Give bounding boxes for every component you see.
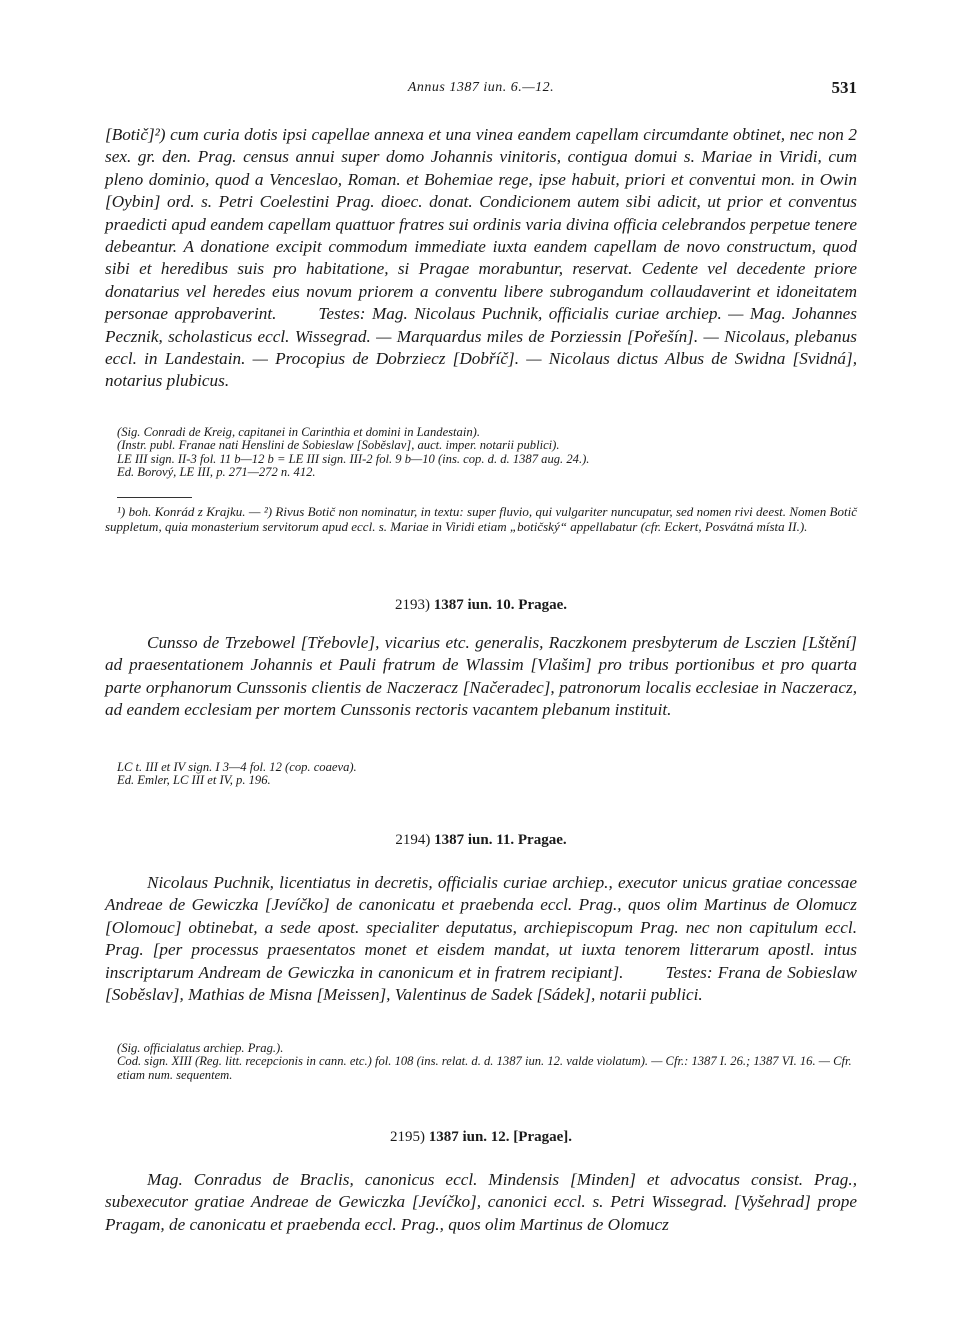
running-head bbox=[105, 80, 857, 104]
entry-text-block bbox=[105, 872, 857, 1006]
running-title: Annus 1387 iun. 6.—12. bbox=[407, 80, 555, 95]
source-line: (Instr. publ. Franae nati Henslini de Sobieslaw [Soběslav], auct. imper. notarii publici). bbox=[117, 438, 560, 453]
entry-witnesses: Testes: Frana de Sobieslaw [Soběslav], Mathias de Misna [Meissen], Valentinus de Sadek [Sádek], notarii publici. bbox=[105, 962, 857, 1005]
continuation-witnesses: Testes: Mag. Nicolaus Puchnik, officialis curiae archiep. — Mag. Johannes Pecznik, scholasticus eccl. Wissegrad. — Marquardus miles de Porziessin [Pořešín]. — Nicolaus, plebanus eccl. in Landestain. — Procopius de Dobrziecz [Dobříč]. — Nicolaus dictus Albus de Swidna [Svidná], notarius plubicus. bbox=[105, 304, 857, 391]
continuation-paragraph bbox=[105, 124, 857, 393]
footnote-rule bbox=[117, 497, 192, 498]
continuation-text-block bbox=[105, 124, 857, 393]
continuation-sources bbox=[117, 426, 857, 480]
source-line: Cod. sign. XIII (Reg. litt. recepcionis in cann. etc.) fol. 108 (ins. relat. d. d. 1387 iun. 12. valde violatum). — Cfr.: 1387 I. 26.; 1387 VI. 16. — Cfr. etiam num. sequentem. bbox=[117, 1054, 852, 1082]
source-line: LE III sign. II-3 fol. 11 b—12 b = LE III sign. III-2 fol. 9 b—10 (ins. cop. d. d. 1387 aug. 24.). bbox=[117, 451, 590, 466]
source-line: (Sig. officialatus archiep. Prag.). bbox=[117, 1041, 284, 1055]
entry-heading bbox=[105, 597, 857, 614]
entry-heading bbox=[105, 832, 857, 849]
entry-number: 2193) bbox=[394, 597, 430, 613]
entry-number: 2195) bbox=[389, 1129, 425, 1145]
footnote-text: ¹) boh. Konrád z Krajku. — ²) Rivus Botič non nominatur, in textu: super fluvio, qui vulgariter nuncupatur, sed nomen rivi deest. Nomen Botič suppletum, quia monasterium servitorum apud eccl. s. Mariae in Viridi etiam „botičský“ appellabatur (cfr. Eckert, Posvátná místa II.). bbox=[105, 504, 857, 534]
entry-text: Cunsso de Trzebowel [Třebovle], vicarius etc. generalis, Raczkonem presbyterum de Lsczien [Lštění] ad praesentationem Johannis et Pauli fratrum de Wlassim [Vlašim] pro tribus portionibus et pro quarta parte orphanorum Cunssonis clientis de Naczeracz [Načeradec], patronorum localis ecclesiae in Naczeracz, ad eandem ecclesiam per mortem Cunssonis rectoris vacantem plebanum instituit. bbox=[105, 633, 857, 720]
entry-heading bbox=[105, 1129, 857, 1146]
continuation-text: [Botič]²) cum curia dotis ipsi capellae annexa et una vinea eandem capellam circumdante obtinet, nec non 2 sex. gr. den. Prag. census annui super domo Johannis vinitoris, contigua domui s. Mariae in Viridi, cum pleno dominio, quod a Venceslao, Roman. et Bohemiae rege, ipse habuit, priori et conventui mon. in Owin [Oybin] ord. s. Petri Coelestini Prag. dioec. donat. Condicionem autem sibi adicit, ut prior et conventus praedicti apud eandem capellam quattuor fratres sui ordinis varia divina officia celebrandos perpetue tenere debeantur. A donatione excipit commodum immediate iuxta eandem capellam de novo constructum, quod sibi et heredibus suis pro habitatione, si Pragae morabuntur, reservat. Cedente vel decedente priore donatarius vel heredes eius novum priorem a conventu libere subrogandum collaudaverint et idoneitatem personae approbaverint. bbox=[105, 125, 857, 324]
source-line: LC t. III et IV sign. I 3—4 fol. 12 (cop. coaeva). bbox=[117, 760, 357, 774]
entry-sources bbox=[117, 761, 857, 788]
entry-date: 1387 iun. 10. Pragae. bbox=[433, 597, 568, 613]
entry-paragraph bbox=[105, 872, 857, 1006]
entry-text: Mag. Conradus de Braclis, canonicus eccl. Mindensis [Minden] et advocatus consist. Prag., subexecutor gratiae Andreae de Gewiczka [Jevíčko], canonici eccl. s. Petri Wissegrad. [Vyšehrad] prope Pragam, de canonicatu et praebenda eccl. Prag., quos olim Martinus de Olomucz bbox=[105, 1170, 857, 1234]
page-number: 531 bbox=[831, 78, 857, 97]
entry-sources bbox=[117, 1042, 857, 1082]
source-line: (Sig. Conradi de Kreig, capitanei in Carinthia et domini in Landestain). bbox=[117, 425, 480, 439]
source-line: Ed. Borový, LE III, p. 271—272 n. 412. bbox=[117, 465, 316, 480]
entry-text-block bbox=[105, 632, 857, 722]
source-line: Ed. Emler, LC III et IV, p. 196. bbox=[117, 773, 271, 788]
entry-date: 1387 iun. 11. Pragae. bbox=[434, 832, 567, 848]
entry-text: Nicolaus Puchnik, licentiatus in decretis, officialis curiae archiep., executor unicus gratiae concessae Andreae de Gewiczka [Jevíčko] de canonicatu et praebenda eccl. Prag., quos olim Martinus de Olomucz [Olomouc] obtinebat, a sede apost. specialiter deputatus, archiepiscopum Prag. nec non capitulum eccl. Prag. [per processus praesentatos monet et eisdem mandat, ut iuxta tenorem litterarum apostl. intus inscriptarum Andream de Gewiczka in canonicum et in fratrem recipiant]. bbox=[105, 873, 857, 982]
entry-date: 1387 iun. 12. [Pragae]. bbox=[428, 1129, 573, 1145]
entry-number: 2194) bbox=[395, 832, 431, 848]
footnotes bbox=[105, 505, 857, 534]
entry-text-block bbox=[105, 1169, 857, 1236]
